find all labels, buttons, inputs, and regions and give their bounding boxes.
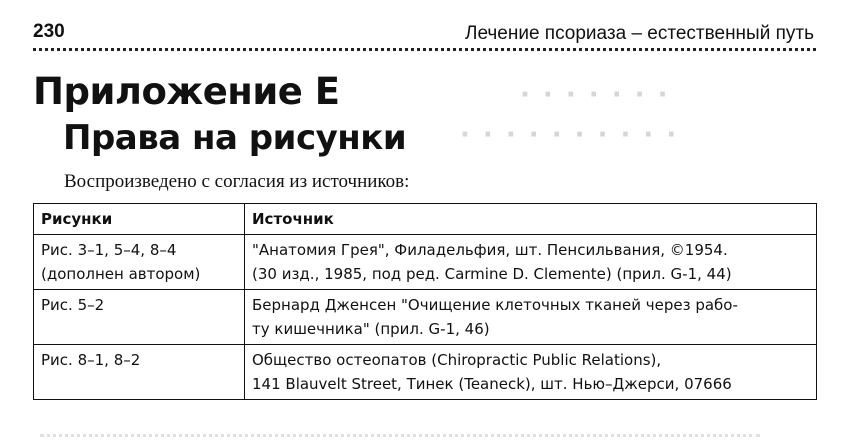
- appendix-title: Приложение Е: [33, 70, 340, 113]
- figures-line: Рис. 3–1, 5–4, 8–4: [41, 241, 177, 259]
- figures-cell: [34, 235, 245, 290]
- intro-text: Воспроизведено с согласия из источников:: [64, 171, 410, 192]
- source-line: Общество остеопатов (Chiropractic Public Relations),: [252, 351, 662, 369]
- column-header-figures: Рисунки: [34, 204, 245, 235]
- source-line: Бернард Дженсен "Очищение клеточных тканей через рабо-: [252, 296, 738, 314]
- source-line: ту кишечника" (прил. G-1, 46): [252, 320, 490, 338]
- bleed-through-footer: [40, 424, 760, 437]
- figures-note: (дополнен автором): [41, 265, 201, 283]
- figures-line: Рис. 8–1, 8–2: [41, 351, 141, 369]
- source-cell: [245, 290, 817, 345]
- bleed-through-text-2: · · · · · · · · · ·: [460, 120, 679, 150]
- figures-cell: [34, 345, 245, 400]
- bleed-through-text: · · · · · · ·: [520, 80, 670, 110]
- column-header-source: Источник: [245, 204, 817, 235]
- table-row: [34, 345, 817, 400]
- running-title: Лечение псориаза – естественный путь: [464, 23, 814, 44]
- section-title: Права на рисунки: [63, 118, 407, 158]
- figures-cell: [34, 290, 245, 345]
- source-line: "Анатомия Грея", Филадельфия, шт. Пенсильвания, ©1954.: [252, 241, 728, 259]
- source-cell: [245, 345, 817, 400]
- source-line: (30 изд., 1985, под ред. Carmine D. Clemente) (прил. G-1, 44): [252, 265, 732, 283]
- source-cell: [245, 235, 817, 290]
- figures-line: Рис. 5–2: [41, 296, 105, 314]
- page-header: [33, 18, 816, 51]
- credits-table: [33, 203, 817, 400]
- table-header-row: [34, 204, 817, 235]
- source-line: 141 Blauvelt Street, Тинек (Teaneck), шт. Нью–Джерси, 07666: [252, 375, 732, 393]
- table-row: [34, 235, 817, 290]
- page-number: 230: [33, 21, 65, 42]
- table-row: [34, 290, 817, 345]
